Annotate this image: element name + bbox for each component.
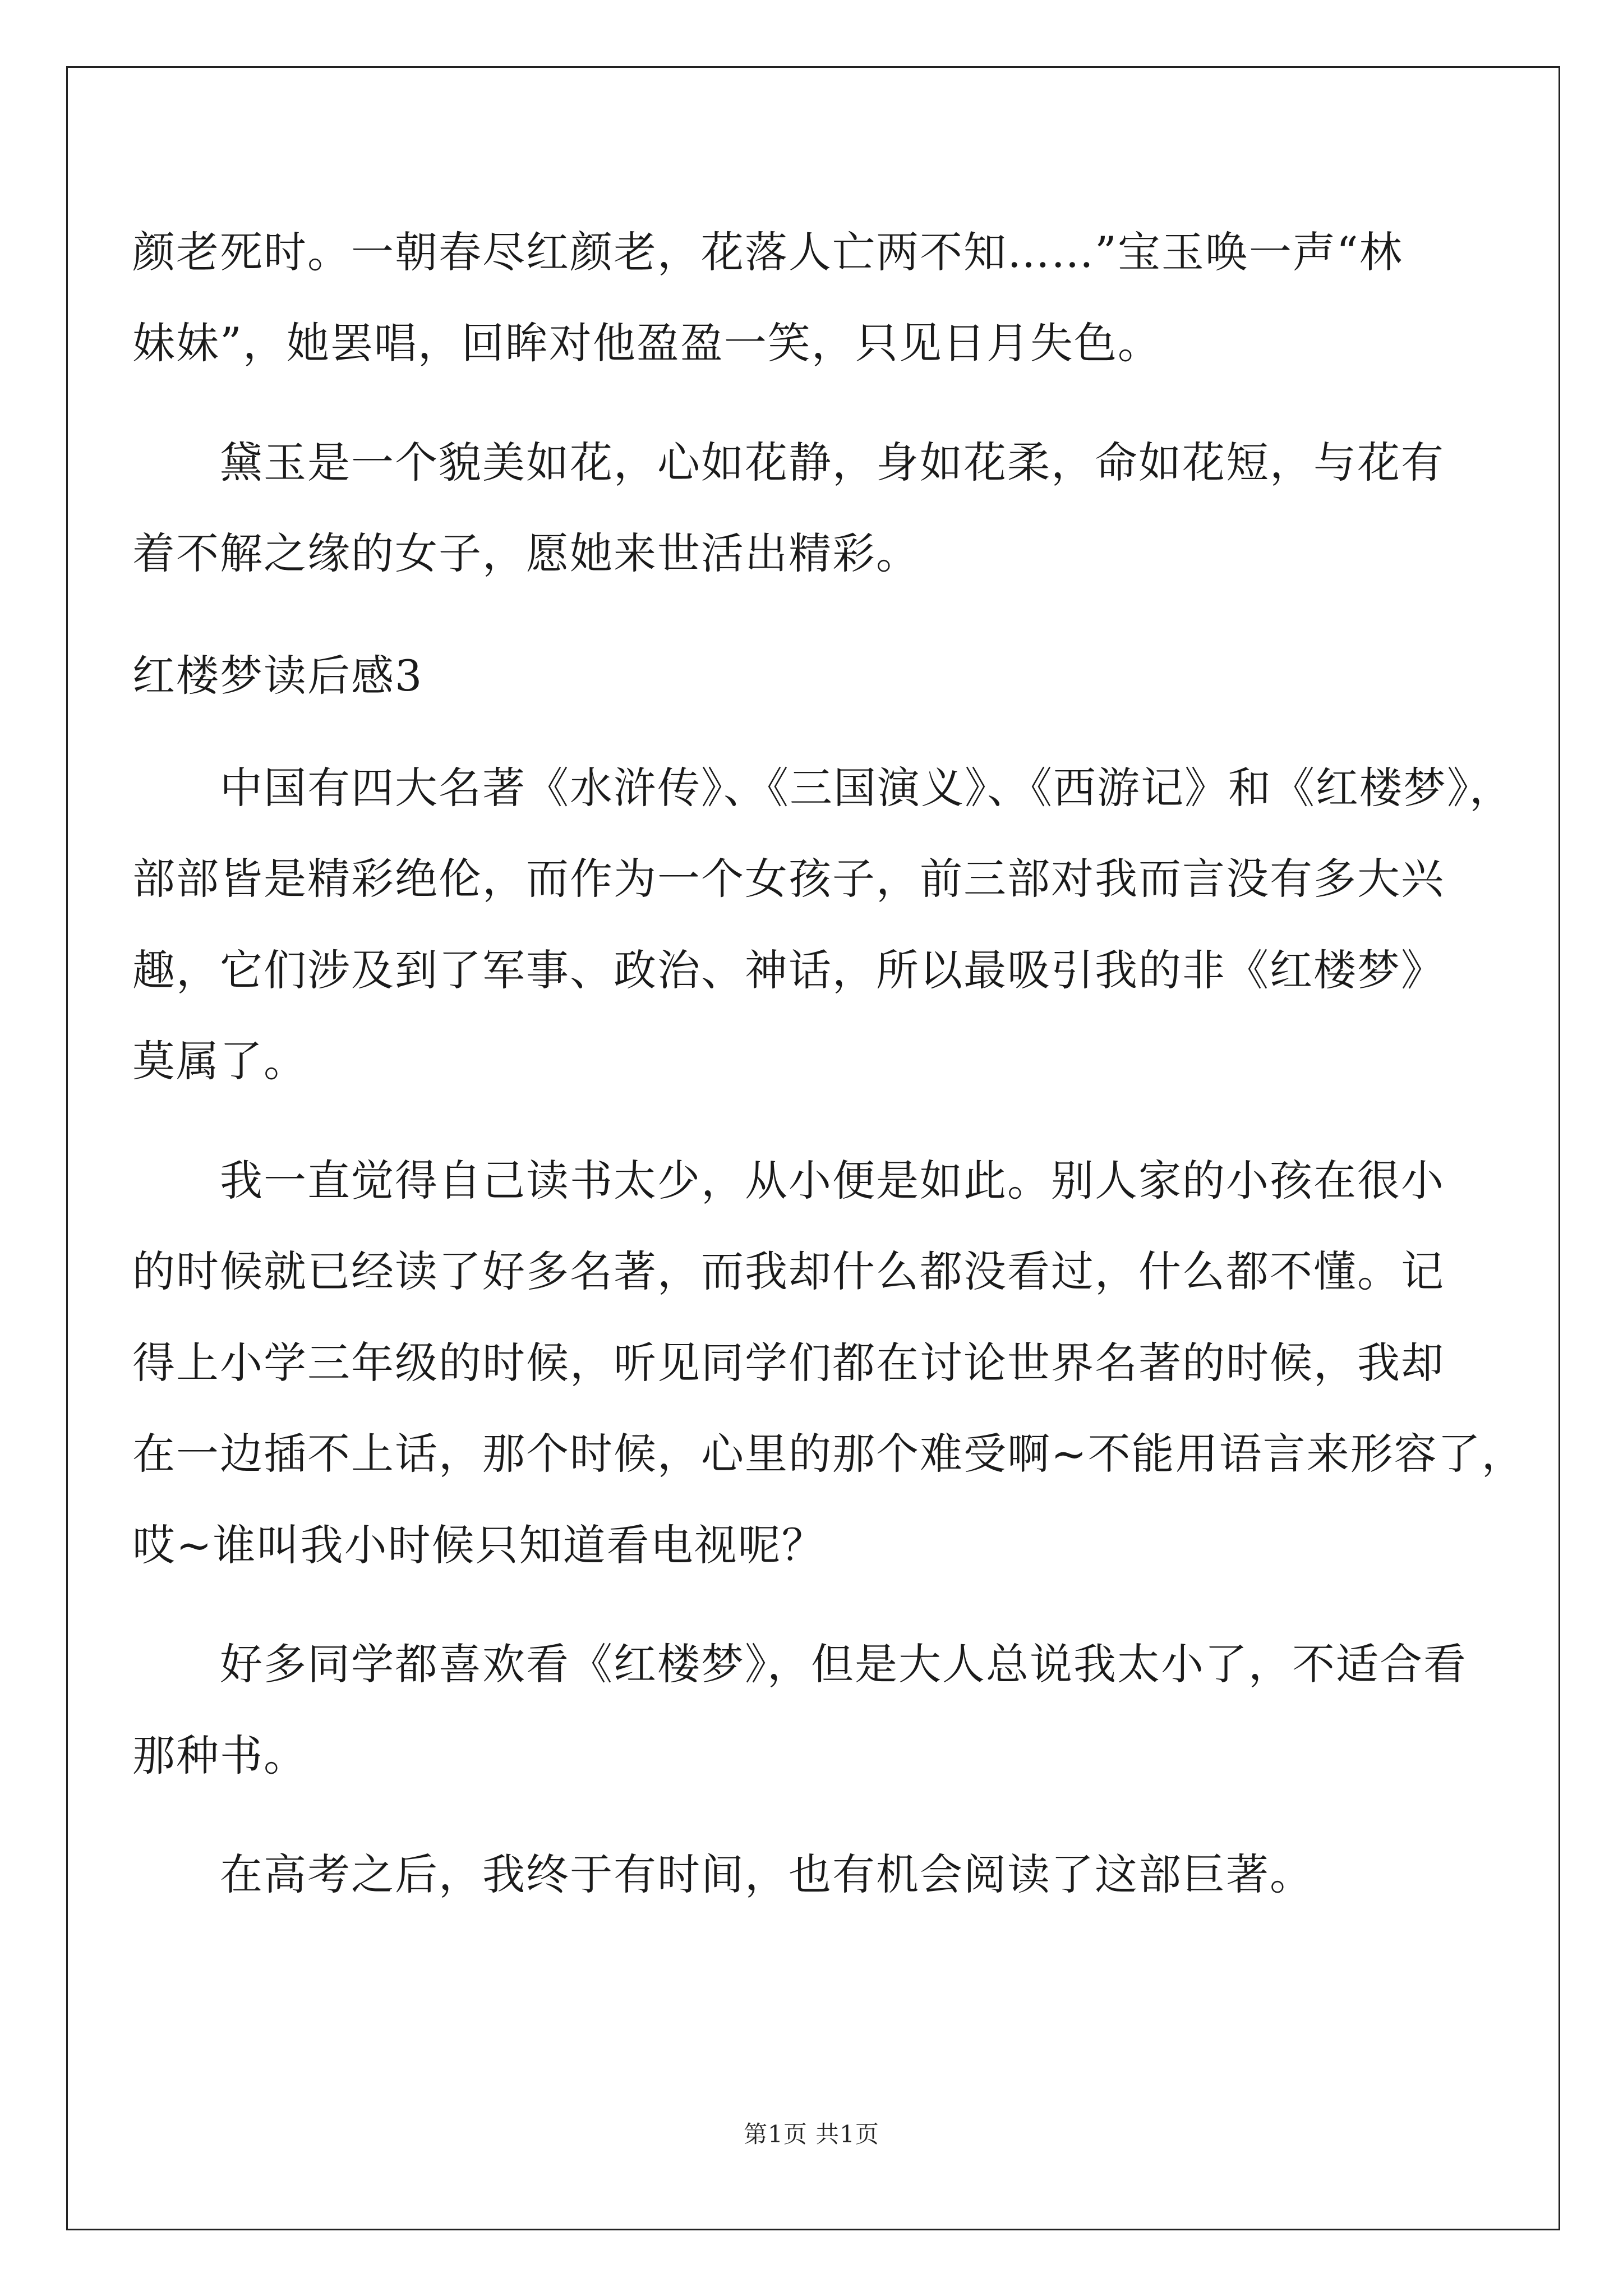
text-line: 那种书。	[132, 1731, 307, 1780]
text-line: 着不解之缘的女子，愿她来世活出精彩。	[132, 528, 920, 578]
text-line: 我一直觉得自己读书太少，从小便是如此。别人家的小孩在很小	[220, 1156, 1445, 1205]
text-line: 趣，它们涉及到了军事、政治、神话，所以最吸引我的非《红楼梦》	[132, 945, 1445, 995]
text-line: 哎~谁叫我小时候只知道看电视呢？	[132, 1520, 826, 1570]
text-line: 在高考之后，我终于有时间，也有机会阅读了这部巨著。	[220, 1849, 1313, 1899]
text-line: 得上小学三年级的时候，听见同学们都在讨论世界名著的时候，我却	[132, 1338, 1445, 1388]
text-line: 中国有四大名著《水浒传》、《三国演义》、《西游记》和《红楼梦》，	[220, 763, 1513, 813]
text-line: 在一边插不上话，那个时候，心里的那个难受啊~不能用语言来形容了，	[132, 1429, 1525, 1479]
text-line: 的时候就已经读了好多名著，而我却什么都没看过，什么都不懂。记	[132, 1246, 1445, 1296]
page-number-footer: 第1页 共1页	[744, 2120, 879, 2148]
section-heading: 红楼梦读后感3	[132, 651, 423, 701]
text-line: 好多同学都喜欢看《红楼梦》，但是大人总说我太小了，不适合看	[220, 1639, 1467, 1689]
text-line: 妹妹”，她罢唱，回眸对他盈盈一笑，只见日月失色。	[132, 318, 1161, 368]
text-line: 颜老死时。一朝春尽红颜老，花落人亡两不知……”宝玉唤一声“林	[132, 227, 1403, 277]
text-line: 莫属了。	[132, 1036, 307, 1086]
text-line: 黛玉是一个貌美如花，心如花静，身如花柔，命如花短，与花有	[220, 438, 1445, 487]
text-line: 部部皆是精彩绝伦，而作为一个女孩子，前三部对我而言没有多大兴	[132, 854, 1445, 904]
page-border	[66, 66, 1560, 2230]
